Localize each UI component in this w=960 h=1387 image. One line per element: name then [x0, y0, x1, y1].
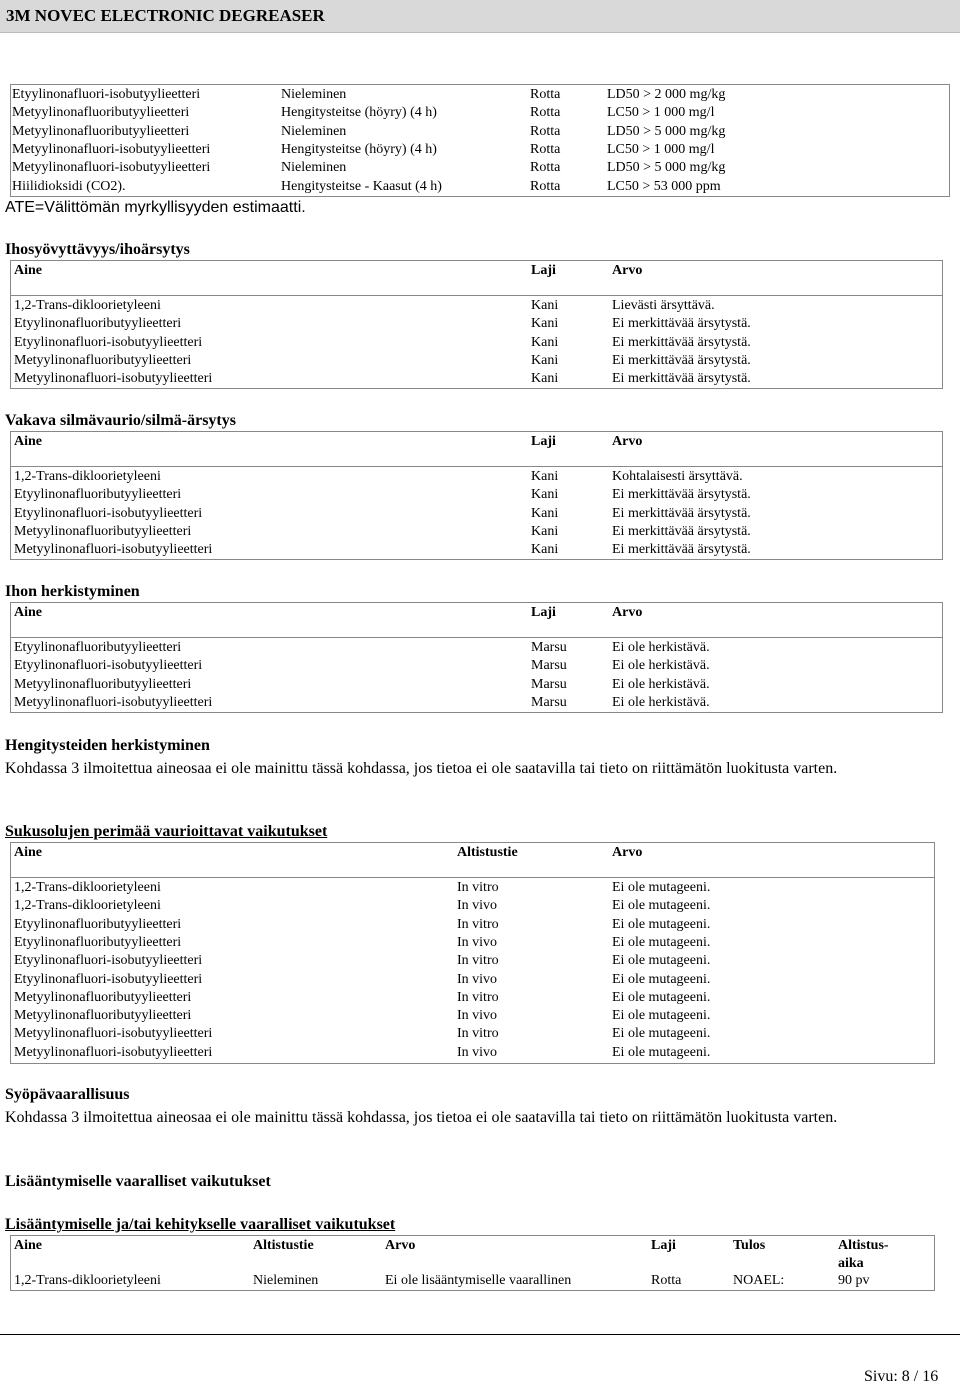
skin-section-title: Ihosyövyttävyys/ihoärsytys	[5, 241, 190, 258]
mutagenicity-header-cell: Arvo	[612, 845, 643, 860]
eye-cell: Metyylinonafluoributyylieetteri	[14, 523, 192, 539]
toxicity-row	[0, 86, 960, 104]
mutagenicity-row	[0, 1007, 960, 1025]
eye-cell: Ei merkittävää ärsytystä.	[612, 487, 751, 503]
toxicity-row	[0, 104, 960, 122]
skin-cell: Etyylinonafluoributyylieetteri	[14, 316, 182, 332]
toxicity-cell: Nieleminen	[281, 160, 347, 176]
mutagenicity-cell: Ei ole mutageeni.	[612, 1008, 711, 1024]
toxicity-cell: Rotta	[530, 160, 561, 176]
sensitization-row	[0, 676, 960, 694]
toxicity-cell: Hengitysteitse - Kaasut (4 h)	[281, 178, 442, 194]
toxicity-cell: Rotta	[530, 87, 561, 102]
sensitization-header-cell: Laji	[531, 605, 556, 620]
toxicity-cell: Rotta	[530, 105, 561, 121]
mutagenicity-header-cell: Aine	[14, 845, 42, 860]
eye-row	[0, 541, 960, 559]
mutagenicity-cell: Metyylinonafluori-isobutyylieetteri	[14, 1026, 213, 1042]
mutagenicity-cell: Etyylinonafluoributyylieetteri	[14, 934, 182, 950]
toxicity-row	[0, 178, 960, 196]
mutagenicity-cell: Ei ole mutageeni.	[612, 898, 711, 914]
toxicity-cell: LC50 > 1 000 mg/l	[607, 105, 715, 121]
skin-row	[0, 370, 960, 388]
page-total: 16	[922, 1368, 939, 1385]
toxicity-cell: Rotta	[530, 123, 561, 139]
sensitization-row	[0, 694, 960, 712]
mutagenicity-row	[0, 989, 960, 1007]
skin-row	[0, 315, 960, 333]
skin-header-cell: Arvo	[612, 263, 643, 278]
page-current: 8	[901, 1368, 910, 1385]
skin-cell: Kani	[531, 334, 559, 350]
eye-row	[0, 523, 960, 541]
mutagenicity-cell: Metyylinonafluoributyylieetteri	[14, 1008, 192, 1024]
reproductive-cell: 1,2-Trans-dikloorietyleeni	[14, 1273, 161, 1288]
sensitization-cell: Metyylinonafluoributyylieetteri	[14, 676, 192, 692]
sensitization-cell: Metyylinonafluori-isobutyylieetteri	[14, 694, 213, 710]
mutagenicity-cell: In vitro	[457, 953, 499, 969]
toxicity-cell: LD50 > 5 000 mg/kg	[607, 123, 726, 139]
document-header	[0, 0, 960, 33]
sensitization-cell: Etyylinonafluori-isobutyylieetteri	[14, 658, 203, 674]
mutagenicity-cell: Etyylinonafluori-isobutyylieetteri	[14, 971, 203, 987]
skin-cell: Ei merkittävää ärsytystä.	[612, 316, 751, 332]
eye-header-cell: Arvo	[612, 434, 643, 449]
reproductive-cell: Nieleminen	[253, 1273, 319, 1288]
mutagenicity-cell: 1,2-Trans-dikloorietyleeni	[14, 898, 161, 914]
product-title: 3M NOVEC ELECTRONIC DEGREASER	[6, 6, 325, 25]
eye-cell: Kani	[531, 469, 559, 484]
sensitization-cell: Ei ole herkistävä.	[612, 640, 710, 655]
page-separator: /	[913, 1368, 919, 1385]
eye-cell: Metyylinonafluori-isobutyylieetteri	[14, 542, 213, 558]
mutagenicity-cell: Metyylinonafluoributyylieetteri	[14, 989, 192, 1005]
mutagenicity-cell: Ei ole mutageeni.	[612, 989, 711, 1005]
toxicity-cell: LC50 > 1 000 mg/l	[607, 141, 715, 157]
skin-cell: Etyylinonafluori-isobutyylieetteri	[14, 334, 203, 350]
sensitization-table-header	[10, 602, 943, 638]
toxicity-row	[0, 141, 960, 159]
skin-cell: Metyylinonafluori-isobutyylieetteri	[14, 371, 213, 387]
skin-table-header	[10, 260, 943, 296]
toxicity-cell: Hengitysteitse (höyry) (4 h)	[281, 141, 437, 157]
skin-cell: Ei merkittävää ärsytystä.	[612, 334, 751, 350]
sensitization-cell: Marsu	[531, 640, 567, 655]
reproductive-header-cell: Altistustie	[253, 1238, 314, 1253]
mutagenicity-cell: Ei ole mutageeni.	[612, 1044, 711, 1060]
sensitization-cell: Ei ole herkistävä.	[612, 676, 710, 692]
mutagenicity-cell: In vitro	[457, 1026, 499, 1042]
sensitization-cell: Ei ole herkistävä.	[612, 694, 710, 710]
mutagenicity-cell: In vivo	[457, 1008, 498, 1024]
mutagenicity-row	[0, 971, 960, 989]
eye-cell: Kani	[531, 505, 559, 521]
eye-row	[0, 505, 960, 523]
sensitization-cell: Marsu	[531, 676, 567, 692]
reproductive-cell: Ei ole lisääntymiselle vaarallinen	[385, 1273, 572, 1288]
mutagenicity-cell: Ei ole mutageeni.	[612, 953, 711, 969]
toxicity-cell: Nieleminen	[281, 87, 347, 102]
toxicity-cell: Nieleminen	[281, 123, 347, 139]
eye-cell: 1,2-Trans-dikloorietyleeni	[14, 469, 161, 484]
skin-cell: Lievästi ärsyttävä.	[612, 298, 715, 313]
mutagenicity-row	[0, 1025, 960, 1043]
page-label: Sivu:	[864, 1368, 898, 1385]
sensitization-section-title: Ihon herkistyminen	[5, 583, 140, 600]
sensitization-row	[0, 657, 960, 675]
reproductive-header-cell: Tulos	[733, 1238, 766, 1253]
eye-cell: Kohtalaisesti ärsyttävä.	[612, 469, 743, 484]
reproductive-section-title: Lisääntymiselle vaaralliset vaikutukset	[5, 1173, 271, 1190]
reproductive-cell: Rotta	[651, 1273, 682, 1288]
mutagenicity-section-title: Sukusolujen perimää vaurioittavat vaikutukset	[5, 823, 328, 840]
skin-cell: Metyylinonafluoributyylieetteri	[14, 352, 192, 368]
reproductive-cell: NOAEL:	[733, 1273, 785, 1288]
carcinogenicity-section-title: Syöpävaarallisuus	[5, 1086, 130, 1103]
toxicity-cell: Rotta	[530, 141, 561, 157]
ate-note: ATE=Välittömän myrkyllisyyden estimaatti.	[5, 199, 306, 216]
mutagenicity-cell: 1,2-Trans-dikloorietyleeni	[14, 880, 161, 895]
sensitization-cell: Marsu	[531, 658, 567, 674]
reproductive-row	[0, 1272, 960, 1290]
skin-row	[0, 352, 960, 370]
toxicity-row	[0, 123, 960, 141]
skin-cell: Ei merkittävää ärsytystä.	[612, 371, 751, 387]
toxicity-cell: Metyylinonafluori-isobutyylieetteri	[12, 160, 211, 176]
mutagenicity-cell: Ei ole mutageeni.	[612, 916, 711, 932]
mutagenicity-cell: Etyylinonafluori-isobutyylieetteri	[14, 953, 203, 969]
eye-row	[0, 486, 960, 504]
skin-cell: Kani	[531, 371, 559, 387]
eye-cell: Ei merkittävää ärsytystä.	[612, 505, 751, 521]
mutagenicity-cell: In vivo	[457, 898, 498, 914]
skin-cell: Kani	[531, 352, 559, 368]
eye-cell: Etyylinonafluori-isobutyylieetteri	[14, 505, 203, 521]
sensitization-cell: Etyylinonafluoributyylieetteri	[14, 640, 182, 655]
mutagenicity-cell: Etyylinonafluoributyylieetteri	[14, 916, 182, 932]
eye-cell: Kani	[531, 542, 559, 558]
mutagenicity-row	[0, 952, 960, 970]
mutagenicity-cell: In vivo	[457, 934, 498, 950]
sensitization-cell: Ei ole herkistävä.	[612, 658, 710, 674]
sensitization-row	[0, 639, 960, 657]
eye-table-header	[10, 431, 943, 467]
page-number	[0, 1334, 960, 1335]
mutagenicity-cell: In vivo	[457, 1044, 498, 1060]
reproductive-header-cell: Laji	[651, 1238, 676, 1253]
eye-cell: Ei merkittävää ärsytystä.	[612, 523, 751, 539]
mutagenicity-header-cell: Altistustie	[457, 845, 518, 860]
respiratory-text: Kohdassa 3 ilmoitettua aineosaa ei ole mainittu tässä kohdassa, jos tietoa ei ole saatavilla tai tieto on riittämätön luokitusta varten.	[5, 760, 838, 777]
mutagenicity-cell: Ei ole mutageeni.	[612, 934, 711, 950]
skin-cell: Kani	[531, 298, 559, 313]
mutagenicity-cell: In vitro	[457, 989, 499, 1005]
reproductive-header-cell: Arvo	[385, 1238, 416, 1253]
eye-section-title: Vakava silmävaurio/silmä-ärsytys	[5, 412, 236, 429]
sensitization-cell: Marsu	[531, 694, 567, 710]
mutagenicity-cell: Ei ole mutageeni.	[612, 880, 711, 895]
mutagenicity-row	[0, 916, 960, 934]
eye-cell: Kani	[531, 523, 559, 539]
skin-cell: Kani	[531, 316, 559, 332]
page-footer	[864, 1368, 938, 1386]
skin-header-cell: Laji	[531, 263, 556, 278]
toxicity-cell: Rotta	[530, 178, 561, 194]
respiratory-section-title: Hengitysteiden herkistyminen	[5, 737, 210, 754]
skin-row	[0, 297, 960, 315]
skin-cell: 1,2-Trans-dikloorietyleeni	[14, 298, 161, 313]
eye-cell: Etyylinonafluoributyylieetteri	[14, 487, 182, 503]
mutagenicity-cell: In vivo	[457, 971, 498, 987]
reproductive-cell: 90 pv	[838, 1273, 870, 1288]
sensitization-header-cell: Aine	[14, 605, 42, 620]
toxicity-cell: LC50 > 53 000 ppm	[607, 178, 721, 194]
mutagenicity-cell: In vitro	[457, 916, 499, 932]
toxicity-cell: LD50 > 5 000 mg/kg	[607, 160, 726, 176]
eye-cell: Kani	[531, 487, 559, 503]
eye-row	[0, 468, 960, 486]
toxicity-cell: Hiilidioksidi (CO2).	[12, 178, 126, 194]
mutagenicity-row	[0, 1044, 960, 1062]
toxicity-cell: Metyylinonafluoributyylieetteri	[12, 105, 190, 121]
toxicity-cell: Etyylinonafluori-isobutyylieetteri	[12, 87, 201, 102]
skin-row	[0, 334, 960, 352]
eye-header-cell: Laji	[531, 434, 556, 449]
mutagenicity-cell: Ei ole mutageeni.	[612, 971, 711, 987]
reproductive-header-cell: aika	[838, 1256, 864, 1271]
reproductive-subtitle: Lisääntymiselle ja/tai kehitykselle vaaralliset vaikutukset	[5, 1216, 396, 1233]
mutagenicity-cell: Ei ole mutageeni.	[612, 1026, 711, 1042]
eye-header-cell: Aine	[14, 434, 42, 449]
mutagenicity-cell: In vitro	[457, 880, 499, 895]
toxicity-cell: Hengitysteitse (höyry) (4 h)	[281, 105, 437, 121]
toxicity-cell: Metyylinonafluoributyylieetteri	[12, 123, 190, 139]
mutagenicity-cell: Metyylinonafluori-isobutyylieetteri	[14, 1044, 213, 1060]
toxicity-cell: Metyylinonafluori-isobutyylieetteri	[12, 141, 211, 157]
toxicity-row	[0, 159, 960, 177]
mutagenicity-row	[0, 934, 960, 952]
mutagenicity-row	[0, 879, 960, 897]
reproductive-header-cell: Aine	[14, 1238, 42, 1253]
sensitization-header-cell: Arvo	[612, 605, 643, 620]
skin-header-cell: Aine	[14, 263, 42, 278]
mutagenicity-row	[0, 897, 960, 915]
skin-cell: Ei merkittävää ärsytystä.	[612, 352, 751, 368]
reproductive-header-cell: Altistus-	[838, 1238, 889, 1253]
toxicity-cell: LD50 > 2 000 mg/kg	[607, 87, 726, 102]
eye-cell: Ei merkittävää ärsytystä.	[612, 542, 751, 558]
carcinogenicity-text: Kohdassa 3 ilmoitettua aineosaa ei ole mainittu tässä kohdassa, jos tietoa ei ole saatavilla tai tieto on riittämätön luokitusta varten.	[5, 1109, 838, 1126]
